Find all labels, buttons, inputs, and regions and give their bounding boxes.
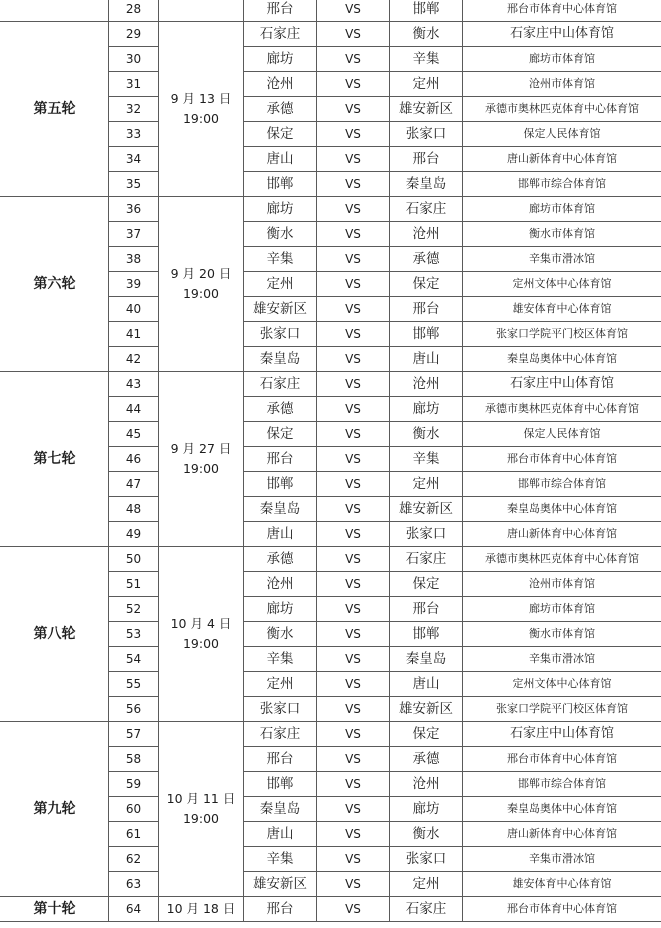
- match-number: 42: [109, 347, 159, 372]
- away-team: 衡水: [390, 22, 463, 47]
- match-number: 45: [109, 422, 159, 447]
- home-team: 石家庄: [244, 372, 317, 397]
- vs-label: VS: [317, 472, 390, 497]
- table-row: [1, 22, 661, 47]
- away-team: 邢台: [390, 297, 463, 322]
- match-number: 44: [109, 397, 159, 422]
- venue: 秦皇岛奥体中心体育馆: [463, 497, 661, 522]
- venue: 邢台市体育中心体育馆: [463, 447, 661, 472]
- home-team: 邢台: [244, 897, 317, 922]
- match-number: 63: [109, 872, 159, 897]
- home-team: 唐山: [244, 147, 317, 172]
- table-row: [1, 722, 661, 747]
- round-date: 10 月 18 日: [166, 901, 236, 916]
- home-team: 秦皇岛: [244, 497, 317, 522]
- vs-label: VS: [317, 172, 390, 197]
- home-team: 邢台: [244, 447, 317, 472]
- vs-label: VS: [317, 22, 390, 47]
- away-team: 定州: [390, 72, 463, 97]
- vs-label: VS: [317, 697, 390, 722]
- match-number: 34: [109, 147, 159, 172]
- venue: 唐山新体育中心体育馆: [463, 147, 661, 172]
- match-number: 43: [109, 372, 159, 397]
- round-time: 19:00: [182, 461, 220, 476]
- away-team: 雄安新区: [390, 697, 463, 722]
- table-row: [1, 547, 661, 572]
- venue: 邯郸市综合体育馆: [463, 772, 661, 797]
- home-team: 邯郸: [244, 772, 317, 797]
- vs-label: VS: [317, 322, 390, 347]
- venue: 唐山新体育中心体育馆: [463, 522, 661, 547]
- vs-label: VS: [317, 47, 390, 72]
- home-team: 邯郸: [244, 472, 317, 497]
- venue: 衡水市体育馆: [463, 622, 661, 647]
- away-team: 唐山: [390, 672, 463, 697]
- vs-label: VS: [317, 672, 390, 697]
- vs-label: VS: [317, 847, 390, 872]
- venue: 邯郸市综合体育馆: [463, 472, 661, 497]
- home-team: 秦皇岛: [244, 797, 317, 822]
- home-team: 雄安新区: [244, 297, 317, 322]
- match-number: 59: [109, 772, 159, 797]
- away-team: 沧州: [390, 222, 463, 247]
- venue: 秦皇岛奥体中心体育馆: [463, 797, 661, 822]
- match-number: 56: [109, 697, 159, 722]
- home-team: 辛集: [244, 647, 317, 672]
- match-number: 46: [109, 447, 159, 472]
- vs-label: VS: [317, 247, 390, 272]
- venue: 石家庄中山体育馆: [463, 722, 661, 747]
- away-team: 辛集: [390, 447, 463, 472]
- home-team: 邢台: [244, 0, 317, 22]
- vs-label: VS: [317, 747, 390, 772]
- venue: 辛集市滑冰馆: [463, 247, 661, 272]
- vs-label: VS: [317, 872, 390, 897]
- match-schedule-body: [1, 0, 661, 922]
- away-team: 张家口: [390, 522, 463, 547]
- venue: 邢台市体育中心体育馆: [463, 897, 661, 922]
- match-number: 31: [109, 72, 159, 97]
- round-datetime: [159, 0, 244, 22]
- vs-label: VS: [317, 297, 390, 322]
- match-number: 60: [109, 797, 159, 822]
- vs-label: VS: [317, 447, 390, 472]
- match-number: 33: [109, 122, 159, 147]
- home-team: 唐山: [244, 522, 317, 547]
- home-team: 承德: [244, 547, 317, 572]
- match-number: 30: [109, 47, 159, 72]
- venue: 沧州市体育馆: [463, 572, 661, 597]
- home-team: 保定: [244, 122, 317, 147]
- away-team: 邢台: [390, 597, 463, 622]
- away-team: 衡水: [390, 422, 463, 447]
- away-team: 保定: [390, 272, 463, 297]
- home-team: 唐山: [244, 822, 317, 847]
- away-team: 石家庄: [390, 897, 463, 922]
- away-team: 邢台: [390, 147, 463, 172]
- home-team: 廊坊: [244, 197, 317, 222]
- round-datetime: [159, 197, 244, 372]
- vs-label: VS: [317, 647, 390, 672]
- match-number: 32: [109, 97, 159, 122]
- match-number: 49: [109, 522, 159, 547]
- round-datetime: [159, 372, 244, 547]
- home-team: 承德: [244, 397, 317, 422]
- venue: 衡水市体育馆: [463, 222, 661, 247]
- home-team: 保定: [244, 422, 317, 447]
- table-row: [1, 197, 661, 222]
- vs-label: VS: [317, 272, 390, 297]
- venue: 承德市奥林匹克体育中心体育馆: [463, 547, 661, 572]
- away-team: 衡水: [390, 822, 463, 847]
- match-number: 36: [109, 197, 159, 222]
- venue: 唐山新体育中心体育馆: [463, 822, 661, 847]
- home-team: 石家庄: [244, 722, 317, 747]
- vs-label: VS: [317, 572, 390, 597]
- match-number: 35: [109, 172, 159, 197]
- match-number: 53: [109, 622, 159, 647]
- vs-label: VS: [317, 622, 390, 647]
- match-number: 41: [109, 322, 159, 347]
- home-team: 廊坊: [244, 597, 317, 622]
- round-label: 第七轮: [1, 372, 109, 547]
- table-row: [1, 372, 661, 397]
- away-team: 沧州: [390, 772, 463, 797]
- home-team: 定州: [244, 672, 317, 697]
- round-label: 第八轮: [1, 547, 109, 722]
- home-team: 衡水: [244, 622, 317, 647]
- round-date: 9 月 20 日: [170, 266, 232, 281]
- away-team: 秦皇岛: [390, 647, 463, 672]
- away-team: 张家口: [390, 847, 463, 872]
- away-team: 廊坊: [390, 397, 463, 422]
- round-date: 10 月 4 日: [170, 616, 232, 631]
- home-team: 承德: [244, 97, 317, 122]
- vs-label: VS: [317, 772, 390, 797]
- home-team: 辛集: [244, 247, 317, 272]
- venue: 秦皇岛奥体中心体育馆: [463, 347, 661, 372]
- home-team: 沧州: [244, 72, 317, 97]
- away-team: 秦皇岛: [390, 172, 463, 197]
- vs-label: VS: [317, 597, 390, 622]
- away-team: 廊坊: [390, 797, 463, 822]
- home-team: 秦皇岛: [244, 347, 317, 372]
- match-number: 40: [109, 297, 159, 322]
- match-number: 54: [109, 647, 159, 672]
- venue: 辛集市滑冰馆: [463, 647, 661, 672]
- home-team: 邢台: [244, 747, 317, 772]
- vs-label: VS: [317, 97, 390, 122]
- away-team: 雄安新区: [390, 97, 463, 122]
- venue: 邢台市体育中心体育馆: [463, 747, 661, 772]
- home-team: 邯郸: [244, 172, 317, 197]
- vs-label: VS: [317, 72, 390, 97]
- away-team: 石家庄: [390, 547, 463, 572]
- vs-label: VS: [317, 522, 390, 547]
- match-number: 55: [109, 672, 159, 697]
- home-team: 雄安新区: [244, 872, 317, 897]
- round-label: [1, 0, 109, 22]
- venue: 定州文体中心体育馆: [463, 272, 661, 297]
- round-label: 第五轮: [1, 22, 109, 197]
- venue: 保定人民体育馆: [463, 122, 661, 147]
- home-team: 廊坊: [244, 47, 317, 72]
- venue: 廊坊市体育馆: [463, 47, 661, 72]
- venue: 雄安体育中心体育馆: [463, 297, 661, 322]
- venue: 廊坊市体育馆: [463, 597, 661, 622]
- match-number: 29: [109, 22, 159, 47]
- vs-label: VS: [317, 722, 390, 747]
- vs-label: VS: [317, 422, 390, 447]
- away-team: 辛集: [390, 47, 463, 72]
- table-row: [1, 897, 661, 922]
- venue: 沧州市体育馆: [463, 72, 661, 97]
- round-date: 9 月 27 日: [170, 441, 232, 456]
- round-label: 第九轮: [1, 722, 109, 897]
- match-number: 57: [109, 722, 159, 747]
- match-number: 52: [109, 597, 159, 622]
- match-number: 64: [109, 897, 159, 922]
- match-number: 58: [109, 747, 159, 772]
- venue: 张家口学院平门校区体育馆: [463, 322, 661, 347]
- venue: 张家口学院平门校区体育馆: [463, 697, 661, 722]
- away-team: 邯郸: [390, 0, 463, 22]
- venue: 石家庄中山体育馆: [463, 372, 661, 397]
- away-team: 雄安新区: [390, 497, 463, 522]
- venue: 定州文体中心体育馆: [463, 672, 661, 697]
- venue: 辛集市滑冰馆: [463, 847, 661, 872]
- venue: 承德市奥林匹克体育中心体育馆: [463, 97, 661, 122]
- match-number: 37: [109, 222, 159, 247]
- away-team: 石家庄: [390, 197, 463, 222]
- vs-label: VS: [317, 547, 390, 572]
- vs-label: VS: [317, 897, 390, 922]
- away-team: 保定: [390, 572, 463, 597]
- match-number: 48: [109, 497, 159, 522]
- away-team: 张家口: [390, 122, 463, 147]
- away-team: 定州: [390, 472, 463, 497]
- vs-label: VS: [317, 147, 390, 172]
- home-team: 张家口: [244, 322, 317, 347]
- away-team: 邯郸: [390, 322, 463, 347]
- home-team: 张家口: [244, 697, 317, 722]
- vs-label: VS: [317, 822, 390, 847]
- vs-label: VS: [317, 0, 390, 22]
- match-number: 38: [109, 247, 159, 272]
- round-date: 9 月 13 日: [170, 91, 232, 106]
- away-team: 邯郸: [390, 622, 463, 647]
- vs-label: VS: [317, 347, 390, 372]
- table-row: [1, 0, 661, 22]
- match-number: 28: [109, 0, 159, 22]
- round-date: 10 月 11 日: [166, 791, 236, 806]
- vs-label: VS: [317, 197, 390, 222]
- round-time: 19:00: [182, 111, 220, 126]
- round-datetime: [159, 547, 244, 722]
- vs-label: VS: [317, 497, 390, 522]
- home-team: 沧州: [244, 572, 317, 597]
- round-time: 19:00: [182, 286, 220, 301]
- home-team: 定州: [244, 272, 317, 297]
- round-label: 第十轮: [1, 897, 109, 922]
- venue: 雄安体育中心体育馆: [463, 872, 661, 897]
- match-number: 61: [109, 822, 159, 847]
- vs-label: VS: [317, 222, 390, 247]
- vs-label: VS: [317, 797, 390, 822]
- round-label: 第六轮: [1, 197, 109, 372]
- venue: 保定人民体育馆: [463, 422, 661, 447]
- away-team: 承德: [390, 747, 463, 772]
- round-datetime: [159, 897, 244, 922]
- vs-label: VS: [317, 397, 390, 422]
- away-team: 承德: [390, 247, 463, 272]
- home-team: 衡水: [244, 222, 317, 247]
- round-datetime: [159, 22, 244, 197]
- away-team: 沧州: [390, 372, 463, 397]
- match-number: 62: [109, 847, 159, 872]
- venue: 邯郸市综合体育馆: [463, 172, 661, 197]
- round-time: 19:00: [182, 636, 220, 651]
- home-team: 石家庄: [244, 22, 317, 47]
- match-number: 50: [109, 547, 159, 572]
- away-team: 定州: [390, 872, 463, 897]
- match-number: 51: [109, 572, 159, 597]
- venue: 石家庄中山体育馆: [463, 22, 661, 47]
- away-team: 唐山: [390, 347, 463, 372]
- venue: 邢台市体育中心体育馆: [463, 0, 661, 22]
- home-team: 辛集: [244, 847, 317, 872]
- venue: 承德市奥林匹克体育中心体育馆: [463, 397, 661, 422]
- vs-label: VS: [317, 372, 390, 397]
- vs-label: VS: [317, 122, 390, 147]
- match-number: 39: [109, 272, 159, 297]
- round-datetime: [159, 722, 244, 897]
- round-time: 19:00: [182, 811, 220, 826]
- away-team: 保定: [390, 722, 463, 747]
- venue: 廊坊市体育馆: [463, 197, 661, 222]
- match-number: 47: [109, 472, 159, 497]
